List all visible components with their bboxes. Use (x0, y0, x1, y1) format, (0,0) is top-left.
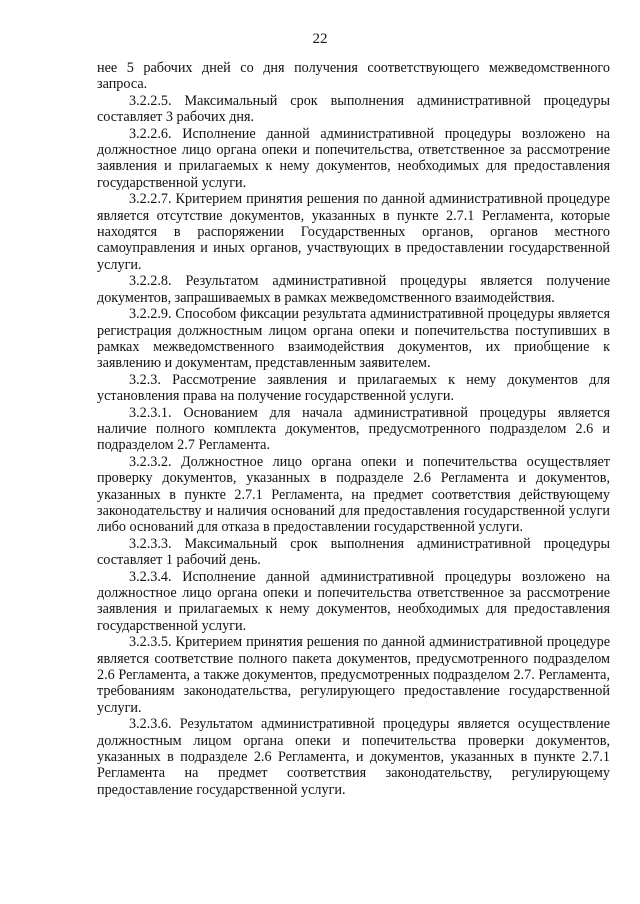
paragraph-3-2-2-8: 3.2.2.8. Результатом административной процедуры является получение документов, запрашиваемых в рамках межведомственного взаимодействия. (97, 273, 610, 306)
paragraph-3-2-3: 3.2.3. Рассмотрение заявления и прилагаемых к нему документов для установления права на получение государственной услуги. (97, 371, 610, 405)
paragraph-3-2-3-1: 3.2.3.1. Основанием для начала административной процедуры является наличие полного комплекта документов, предусмотренного подразделом 2.6 и подразделом 2.7 Регламента. (97, 404, 610, 454)
paragraph-3-2-3-6: 3.2.3.6. Результатом административной процедуры является осуществление должностным лицом органа опеки и попечительства проверки документов, указанных в подразделе 2.6 Регламента, и документов, указанных в пункте 2.7.1 Регламента на предмет соответствия законодательству, регулирующему предоставление государственной услуги. (97, 716, 610, 798)
paragraph-continuation: нее 5 рабочих дней со дня получения соответствующего межведомственного запроса. (97, 60, 610, 93)
paragraph-3-2-2-5: 3.2.2.5. Максимальный срок выполнения административной процедуры составляет 3 рабочих дня. (97, 92, 610, 126)
page-number: 22 (312, 31, 328, 47)
paragraph-3-2-3-3: 3.2.3.3. Максимальный срок выполнения административной процедуры составляет 1 рабочий день. (97, 535, 610, 569)
paragraph-3-2-2-6: 3.2.2.6. Исполнение данной административной процедуры возложено на должностное лицо органа опеки и попечительства, ответственное за рассмотрение заявления и прилагаемых к нему документов, необходимых для предоставления государственной услуги. (97, 125, 610, 191)
document-body (97, 60, 610, 798)
paragraph-3-2-3-5: 3.2.3.5. Критерием принятия решения по данной административной процедуре является соответствие полного пакета документов, предусмотренного подразделом 2.6 Регламента, а также документов, предусмотренных подразделом 2.7. Регламента, требованиям законодательства, регулирующего предоставление государственной услуги. (97, 634, 610, 716)
paragraph-3-2-2-9: 3.2.2.9. Способом фиксации результата административной процедуры является регистрация должностным лицом органа опеки и попечительства поступивших в рамках межведомственного взаимодействия документов, их приобщение к заявлению и документам, представленным заявителем. (97, 306, 610, 372)
paragraph-3-2-3-2: 3.2.3.2. Должностное лицо органа опеки и попечительства осуществляет проверку документов, указанных в подразделе 2.6 Регламента и документов, указанных в пункте 2.7.1 Регламента, на предмет соответствия действующему законодательству и наличия оснований для предоставления государственной услуги либо оснований для отказа в предоставлении государственной услуги. (97, 453, 610, 536)
paragraph-3-2-3-4: 3.2.3.4. Исполнение данной административной процедуры возложено на должностное лицо органа опеки и попечительства ответственное за рассмотрение заявления и прилагаемых к нему документов, необходимых для предоставления государственной услуги. (97, 568, 610, 634)
paragraph-3-2-2-7: 3.2.2.7. Критерием принятия решения по данной административной процедуре является отсутствие документов, указанных в пункте 2.7.1 Регламента, которые находятся в распоряжении Государственных органов, органов местного самоуправления и иных органов, участвующих в предоставлении государственной услуги. (97, 191, 610, 273)
